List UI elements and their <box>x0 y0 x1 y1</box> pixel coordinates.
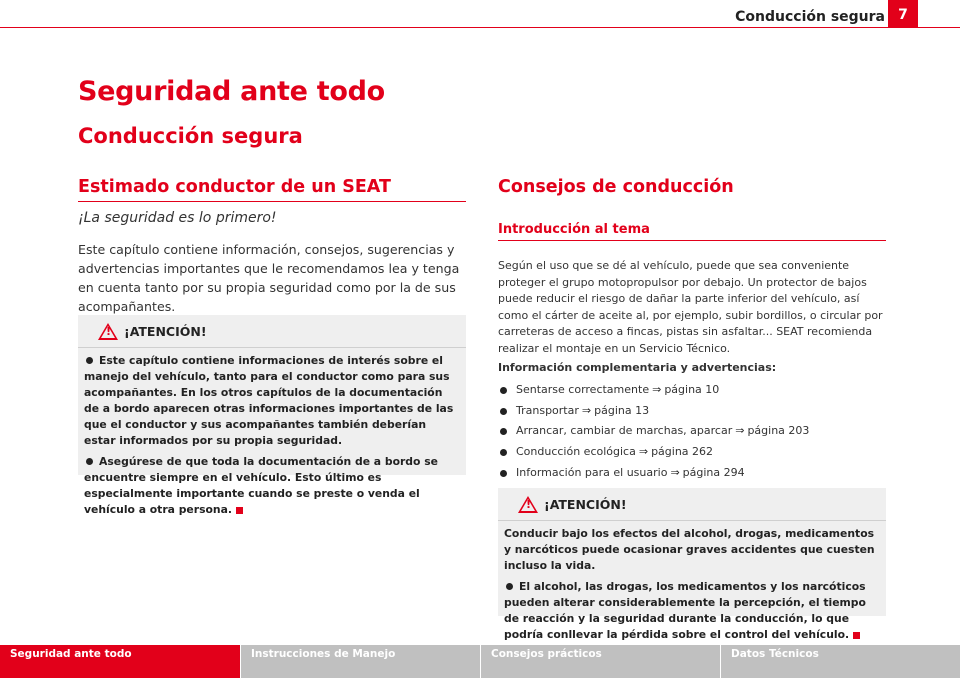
bullet-icon <box>86 357 93 364</box>
reference-list <box>498 380 809 483</box>
left-section-rule <box>78 201 466 202</box>
bullet-icon <box>86 458 93 465</box>
page-ref-link[interactable]: página 294 <box>682 465 745 479</box>
right-warning-text-2: El alcohol, las drogas, los medicamentos y los narcóticos pueden alterar considerablemente la percepción, el tiempo de reacción y la seguridad durante la conducción, lo que podría conllevar la pérdida sobre el control del vehículo. <box>504 580 866 641</box>
right-warning-header <box>498 488 886 520</box>
right-warning-box <box>498 488 886 641</box>
exclamation-icon: ! <box>106 325 112 338</box>
reference-item: Sentarse correctamente ⇒ página 10 <box>498 380 809 401</box>
left-warning-body <box>78 348 466 529</box>
bullet-icon <box>506 583 513 590</box>
page-ref-link[interactable]: página 203 <box>747 424 810 438</box>
reference-item: Arrancar, cambiar de marchas, aparcar ⇒ página 203 <box>498 421 809 442</box>
bullet-icon <box>500 408 507 415</box>
tab-datos-tecnicos[interactable]: Datos Técnicos <box>720 645 960 678</box>
reference-item: Conducción ecológica ⇒ página 262 <box>498 442 809 463</box>
tab-consejos[interactable]: Consejos prácticos <box>480 645 720 678</box>
running-header-title: Conducción segura <box>735 9 885 25</box>
bullet-icon <box>500 387 507 394</box>
left-warning-box <box>78 315 466 516</box>
right-body-text: Según el uso que se dé al vehículo, puede que sea conveniente proteger el grupo motopropulsor por debajo. Un protector de bajos puede reducir el riesgo de dañar la parte inferior del vehículo, así como el cárter de aceite al, por ejemplo, subir bordillos, o circular por carreteras de acceso a fincas, pistas sin asfaltar... SEAT recomienda realizar el montaje en un Servicio Técnico. <box>498 259 883 355</box>
right-warning-label: ¡ATENCIÓN! <box>544 497 627 512</box>
arrow-right-icon: ⇒ <box>670 465 680 479</box>
bullet-icon <box>500 470 507 477</box>
end-of-section-icon <box>236 507 243 514</box>
left-section-title: Estimado conductor de un SEAT <box>78 177 391 197</box>
arrow-right-icon: ⇒ <box>638 445 649 459</box>
arrow-right-icon: ⇒ <box>652 383 662 396</box>
left-warning-paragraph-1 <box>84 353 460 449</box>
left-warning-text-1: Este capítulo contiene informaciones de interés sobre el manejo del vehículo, tanto para el conductor como para sus acompañantes. En los otros capítulos de la documentación de a bordo aparecen otras informaciones importantes de las que el conductor y sus acompañantes también deberían estar informados por su propia seguridad. <box>84 354 454 447</box>
footer-nav <box>0 645 960 678</box>
tab-instrucciones[interactable]: Instrucciones de Manejo <box>240 645 480 678</box>
chapter-title: Seguridad ante todo <box>78 76 385 107</box>
end-of-section-icon <box>853 632 860 639</box>
section-title: Conducción segura <box>78 124 303 148</box>
exclamation-icon: ! <box>526 498 532 511</box>
page-ref-link[interactable]: página 13 <box>594 403 650 417</box>
left-lede: ¡La seguridad es lo primero! <box>78 210 277 226</box>
info-heading: Información complementaria y advertencias: <box>498 361 777 374</box>
tab-seguridad[interactable]: Seguridad ante todo <box>0 645 240 678</box>
left-warning-text-2: Asegúrese de que toda la documentación de a bordo se encuentre siempre en el vehículo. Esto último es especialmente importante cuando se preste o venda el vehículo a otra persona. <box>84 455 438 516</box>
right-warning-body <box>498 521 886 654</box>
right-warning-paragraph-1 <box>504 526 880 574</box>
left-warning-header <box>78 315 466 347</box>
reference-item: Información para el usuario ⇒ página 294 <box>498 463 809 484</box>
left-warning-label: ¡ATENCIÓN! <box>124 324 207 339</box>
right-warning-paragraph-2 <box>504 579 880 643</box>
bullet-icon <box>500 428 507 435</box>
right-subsection-rule <box>498 240 886 241</box>
right-subsection-title: Introducción al tema <box>498 222 650 237</box>
bullet-icon <box>500 449 507 456</box>
reference-item: Transportar ⇒ página 13 <box>498 401 809 422</box>
page-number: 7 <box>888 0 918 28</box>
page-ref-link[interactable]: página 262 <box>651 445 714 459</box>
page-ref-link[interactable]: página 10 <box>664 383 720 396</box>
header-rule <box>0 27 960 28</box>
arrow-right-icon: ⇒ <box>735 424 745 438</box>
right-section-title: Consejos de conducción <box>498 177 734 197</box>
arrow-right-icon: ⇒ <box>581 403 592 417</box>
right-warning-text-1: Conducir bajo los efectos del alcohol, drogas, medicamentos y narcóticos puede ocasionar graves accidentes que cuesten incluso la vida. <box>504 527 875 572</box>
left-warning-paragraph-2 <box>84 454 460 518</box>
left-body-text: Este capítulo contiene información, consejos, sugerencias y advertencias importantes que le recomendamos lea y tenga en cuenta tanto por su propia seguridad como por la de sus acompañantes. <box>78 242 460 314</box>
